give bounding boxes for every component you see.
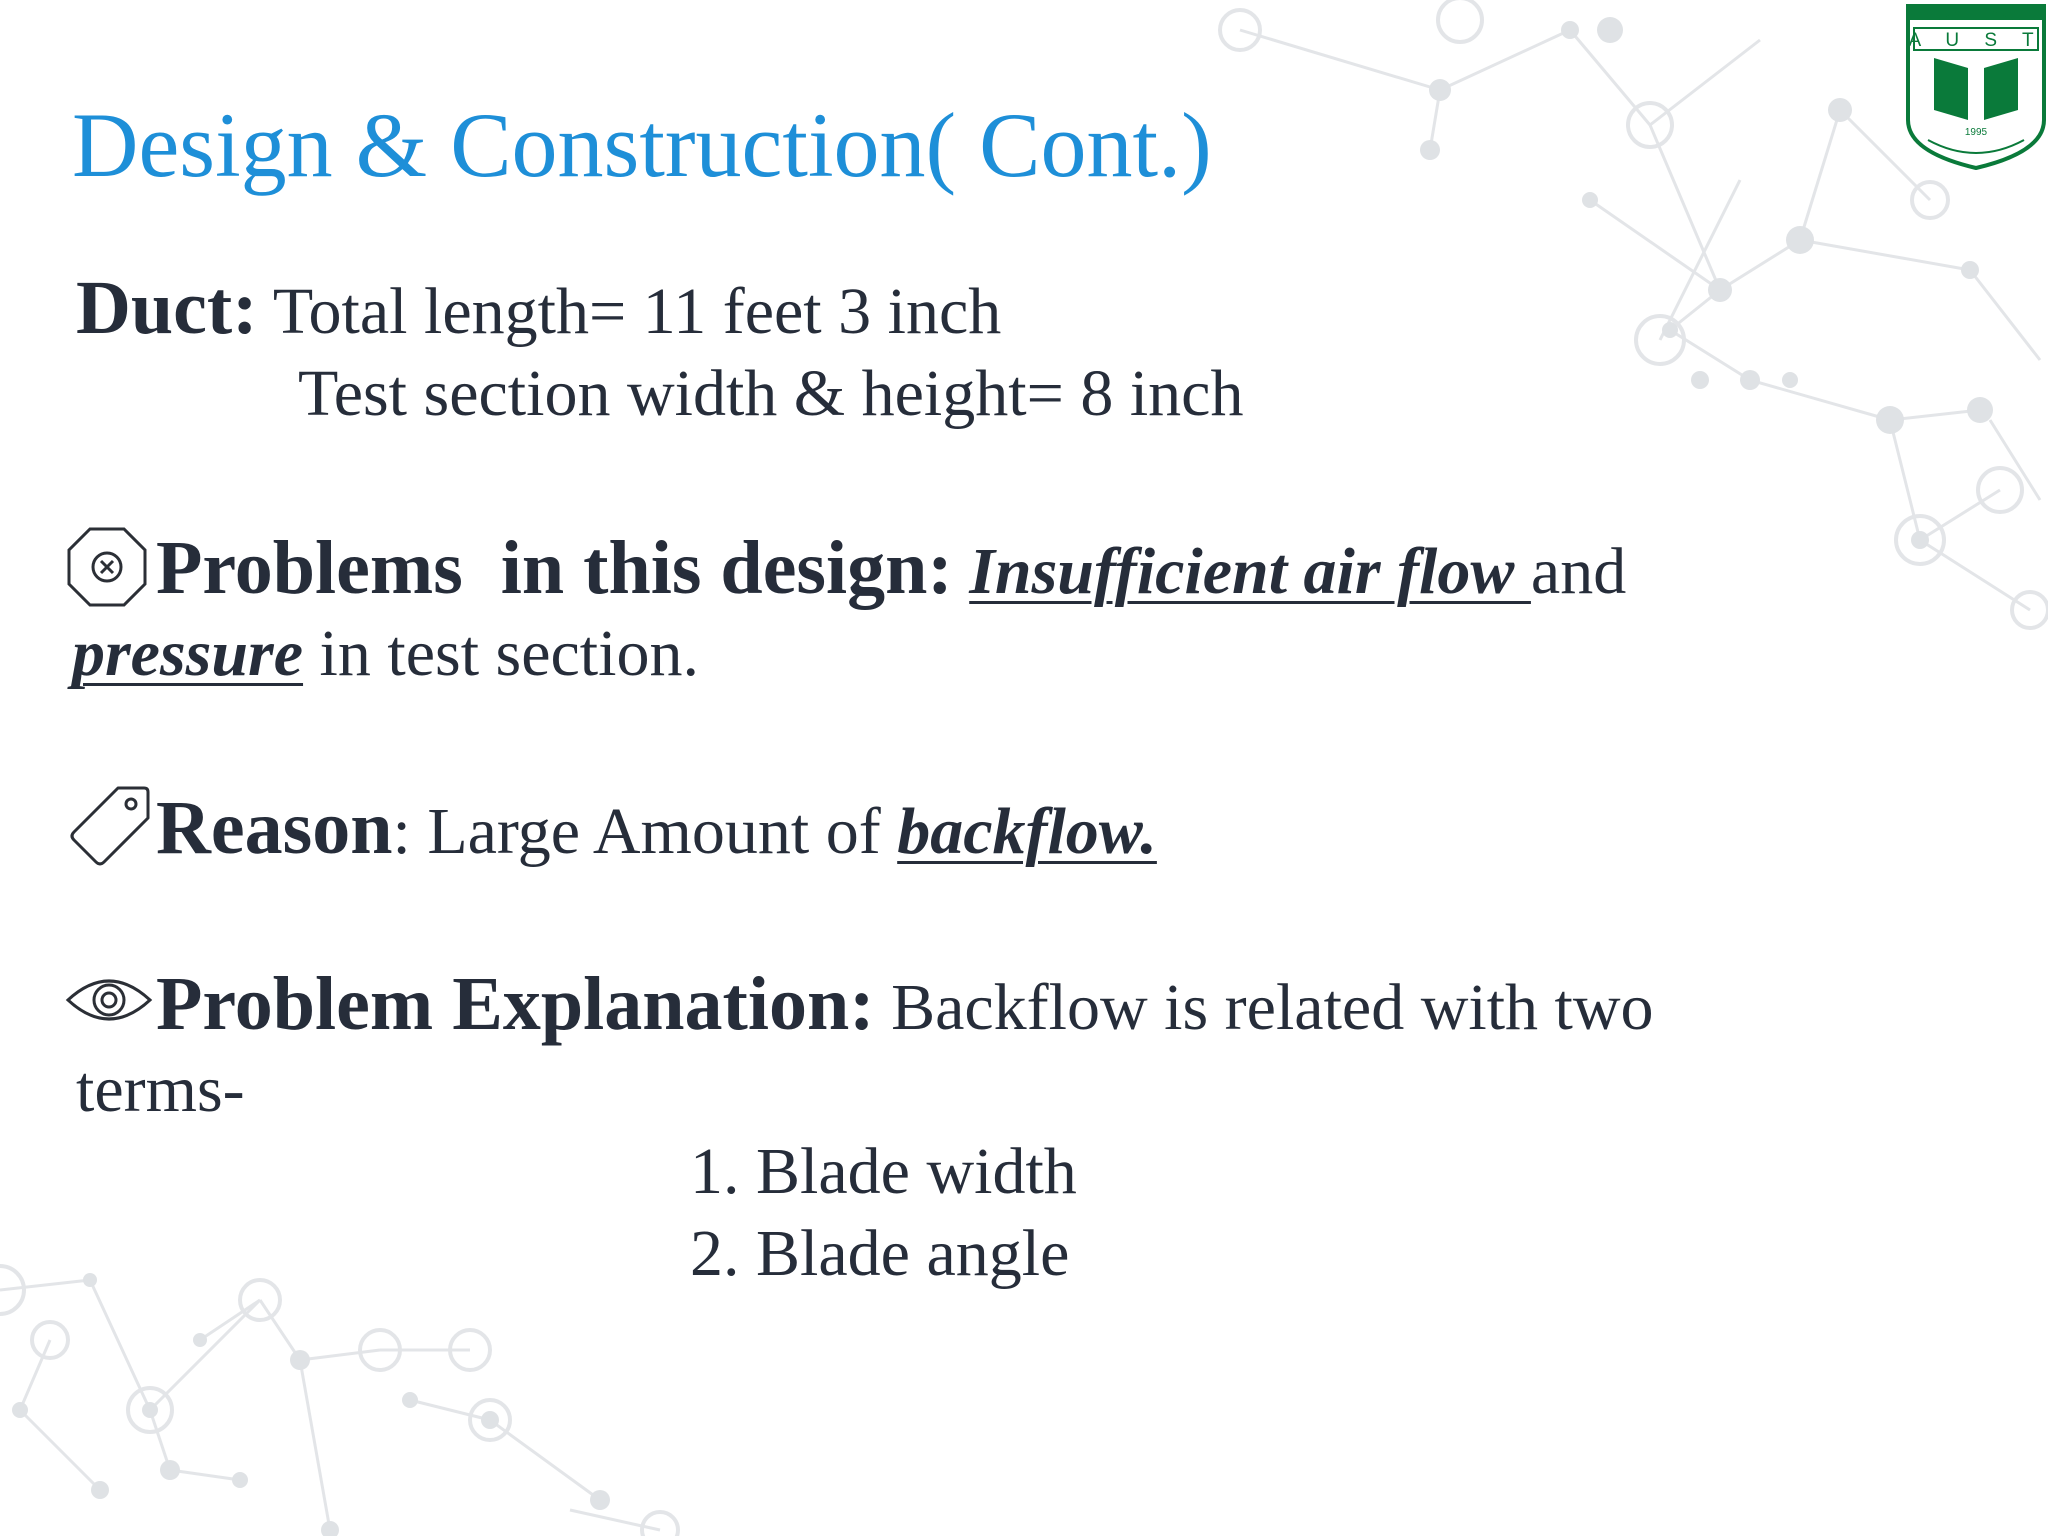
list-item [690,1132,1077,1212]
explanation-text: Backflow is related with two [874,971,1654,1044]
logo-year: 1995 [1964,127,1988,138]
problems-continuation-line [72,614,699,694]
problems-emphasis-pressure: pressure [72,617,304,690]
reason-label: Reason [156,786,393,870]
reason-line [156,788,1157,872]
list-item [690,1214,1069,1294]
logo-text: A U S T [1908,30,2044,51]
problems-connector: and [1530,535,1627,608]
slide-title: Design & Construction( Cont.) [72,94,1212,196]
duct-length-line [76,268,1001,352]
university-logo [1904,2,2048,172]
reason-colon: : [392,795,411,868]
duct-length-text: Total length= 11 feet 3 inch [272,275,1002,348]
eye-icon [64,970,154,1030]
duct-section-text: Test section width & height= 8 inch [298,357,1244,430]
problems-line [156,528,1626,612]
problems-tail: in test section. [303,617,699,690]
reason-emphasis-backflow: backflow. [897,795,1157,868]
explanation-continuation [76,1050,245,1130]
list-item-blade-width: 1. Blade width [690,1135,1077,1208]
list-item-blade-angle: 2. Blade angle [690,1217,1070,1290]
tag-icon [66,780,152,866]
explanation-label: Problem Explanation: [156,962,875,1046]
problems-emphasis-airflow: Insufficient air flow [969,535,1531,608]
duct-label: Duct: [76,266,258,350]
reason-text: Large Amount of [410,795,898,868]
explanation-continuation-text: terms- [76,1053,245,1126]
explanation-line [156,964,1654,1048]
problems-label: Problems in this design: [156,526,953,610]
x-octagon-icon [66,526,148,608]
duct-section-line [298,354,1243,434]
